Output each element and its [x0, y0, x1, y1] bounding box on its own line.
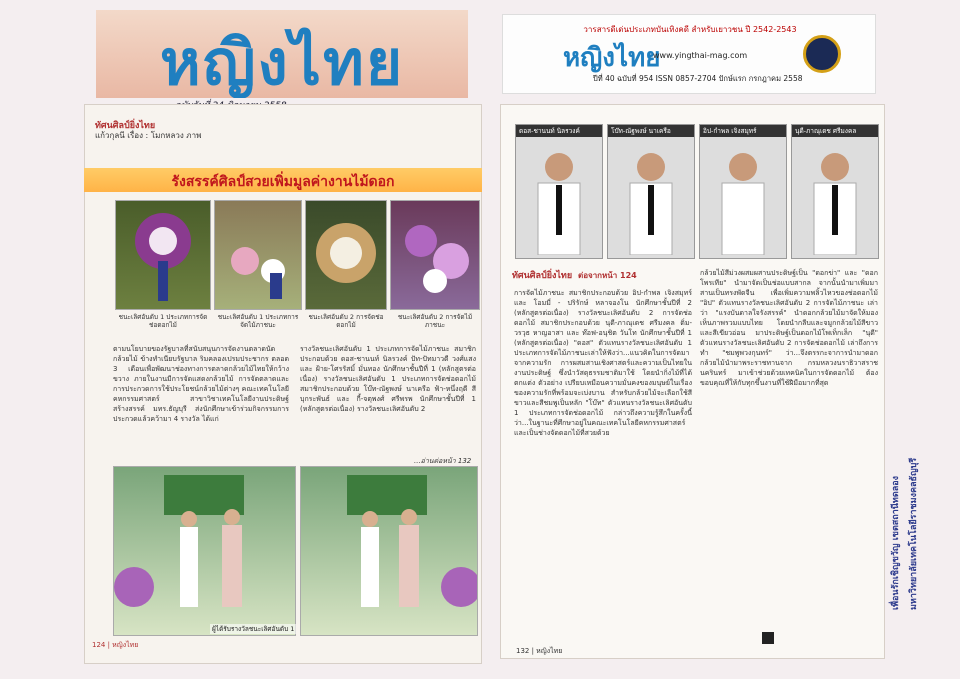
award-line: วารสารดีเด่นประเภทบันเทิงคดี สำหรับเยาวชน ปี 2542-2543 — [583, 25, 797, 34]
library-stamp — [885, 380, 955, 610]
caption-2: ชนะเลิศอันดับ 1 ประเภทการจัดไม้ภาชนะ — [217, 313, 299, 329]
caption-4: ชนะเลิศอันดับ 2 การจัดไม้ภาชนะ — [397, 313, 473, 329]
flower-arrangement-icon — [306, 201, 386, 309]
person-icon — [516, 137, 602, 255]
clipping-logo: หญิงไทย — [563, 43, 661, 73]
award-scene-icon — [301, 467, 477, 635]
left-column-1: ตามนโยบายของรัฐบาลที่สนับสนุนการจัดงานตลาดนัดกล้วยไม้ ข้างทำเนียบรัฐบาล ริมคลองเปรมประชากร ตลอด 3 เดือนเพื่อพัฒนาช่องทางการตลาดกล้วยไม้ไทยให้กว้างขวาง ภายในงานมีการจัดแสดงกล้วยไม้ การจัดตลาดและการประกวดการใช้ประโยชน์กล้วยไม้ต่างๆ คณะเทคโนโลยีคหกรรมศาสตร์ สาขาวิชาเทคโนโลยีงานประดิษฐ์สร้างสรรค์ มทร.ธัญบุรี ส่งนักศึกษาเข้าร่วมกิจกรรมการประกวดแล้วคว้ามา 4 รางวัล ได้แก่ — [113, 345, 289, 423]
masthead-logo: หญิงไทย — [159, 26, 405, 98]
person-icon — [608, 137, 694, 255]
flower-arrangement-icon — [215, 201, 301, 309]
award-photo-2 — [300, 466, 478, 636]
award-photo-1 — [113, 466, 296, 636]
award-caption: ผู้ได้รับรางวัลชนะเลิศอันดับ 1 — [212, 625, 295, 633]
clipping-header — [502, 14, 876, 94]
portrait-3 — [699, 124, 787, 259]
magazine-masthead — [96, 10, 468, 98]
flower-arrangement-icon — [391, 201, 479, 309]
continued-from: ต่อจากหน้า 124 — [578, 271, 637, 280]
section-tag-right: ทัศนศิลป์ยิ่งไทย — [512, 271, 573, 281]
portrait-name: นุดี-ภาณุเดช ศรีมงคล — [792, 125, 878, 137]
portrait-name: อิป-กำพล เจิงสมุทร์ — [700, 125, 786, 137]
stamp-line-1: เพื่อนรักเชิญขวัญ เขตสถานีทดลอง — [891, 475, 901, 610]
person-icon — [792, 137, 878, 255]
stamp-line-2: มหาวิทยาลัยเทคโนโลยีราชมงคลธัญบุรี — [909, 457, 919, 610]
continued-note: ...อ่านต่อหน้า 132 — [414, 457, 472, 465]
portrait-4 — [791, 124, 879, 259]
portrait-2 — [607, 124, 695, 259]
photo-bouquet-4 — [390, 200, 480, 310]
left-column-2: รางวัลชนะเลิศอันดับ 1 ประเภทการจัดไม้ภาชนะ สมาชิกประกอบด้วย ดอส-ชานนท์ นิลรวงค์ ปัท-ปัทมาวดี วงศ์แสง และ ฝ้าย-โศรรัสมิ์ มั่นทอง นักศึกษาชั้นปีที่ 1 (หลักสูตรต่อเนื่อง) รางวัลชนะเลิศอันดับ 1 ประเภทการจัดช่อดอกไม้ สมาชิกประกอบด้วย โบ๊ท-ณัฐพงษ์ นาเครือ ฟ้า-หนึ่งฤดี สีบุกระพันธ์ และ กี้-จตุพงศ์ ศรีพรพ นักศึกษาชั้นปีที่ 1 (หลักสูตรต่อเนื่อง) รางวัลชนะเลิศอันดับ 2 — [300, 345, 476, 413]
photo-bouquet-2 — [214, 200, 302, 310]
right-column-2: กล้วยไม้สีม่วงผสมผสานประดิษฐ์เป็น "ดอกข่า" และ "ดอกโพรเทีย" นำมาจัดเป็นช่อแบบสากล จากนั้นนำมาเพิ่มมาสานเป็นทรงพัดจีน เพื่อเพิ่มความพลิ้วไหวของช่อดอกไม้ "อิป" ตัวแทนรางวัลชนะเลิศอันดับ 2 การจัดไม้ภาชนะ เล่าว่า "แรงบันดาลใจรังสรรค์" นำดอกกล้วยไม้มาจัดให้มองเห็นภาพรวมแบบไทย โดยนำกลีบและจมูกกล้วยไม้สีขาวและสีเขียวอ่อน มาประดิษฐ์เป็นดอกไม้โพเท็กเล็ก "นุดี" ตัวแทนรางวัลชนะเลิศอันดับ 2 การจัดช่อดอกไม้ เล่าถึงการทำ "ชมพูพวงกุนทร์" ว่า...จึงตรรกะจาการนำมาดอกกล้วยไม้นำมาพระราชทานจาก กรมหลวงนราธิวาสราชนครินทร์ มาเข้าช่วยด้วยเทคนิคในการจัดดอกไม้ ต้องขอบคุณที่ให้กับทุกขึ้นงานที่ใช้ฝีมือมากที่สุด — [700, 269, 878, 387]
caption-1: ชนะเลิศอันดับ 1 ประเภทการจัดช่อดอกไม้ — [118, 313, 208, 329]
portrait-name: โบ๊ท-ณัฐพงษ์ นาเครือ — [608, 125, 694, 137]
end-mark-icon — [762, 632, 774, 644]
section-tag: ทัศนศิลป์ยิ่งไทย — [95, 121, 156, 131]
page-footer-right: 132 | หญิงไทย — [516, 647, 563, 655]
page-footer-left: 124 | หญิงไทย — [92, 641, 139, 649]
flower-arrangement-icon — [116, 201, 210, 309]
photo-bouquet-3 — [305, 200, 387, 310]
headline: รังสรรค์ศิลป์สวยเพิ่มมูลค่างานไม้ดอก — [171, 174, 395, 190]
byline: แก้วกุลนี เรื่อง : โมกหลวง ภาพ — [95, 131, 202, 140]
caption-3: ชนะเลิศอันดับ 2 การจัดช่อดอกไม้ — [308, 313, 384, 329]
portrait-1 — [515, 124, 603, 259]
university-seal-icon — [803, 35, 841, 73]
photo-bouquet-1 — [115, 200, 211, 310]
award-scene-icon — [114, 467, 295, 635]
clipping-url: www.yingthai-mag.com — [653, 51, 748, 60]
headline-band — [84, 168, 482, 192]
clipping-issue: ปีที่ 40 ฉบับที่ 954 ISSN 0857-2704 ปักษ์แรก กรกฎาคม 2558 — [593, 74, 803, 83]
right-column-1: การจัดไม้ภาชนะ สมาชิกประกอบด้วย อิป-กำพล เจิงสมุทร์ และ โอมมี่ - ปริรักษ์ หลาจองโน นักศึกษาชั้นปีที่ 2 (หลักสูตรต่อเนื่อง) รางวัลชนะเลิศอันดับ 2 การจัดช่อดอกไม้ สมาชิกประกอบด้วย นุดี-ภาณุเดช ศรีมงคล ติ่ม-วรวุธ หาญอาสา และ ท๊อฟ-อนุชิต วันโท นักศึกษาชั้นปีที่ 1 (หลักสูตรต่อเนื่อง) "ดอส" ตัวแทนรางวัลชนะเลิศอันดับ 1 ประเภทการจัดไม้ภาชนะเล่าให้ฟังว่า...แนวคิดในการจัดมาจากความรัก การผสมสานเชิงศาสตร์และความเป็นไทยในงานประดิษฐ์ ซึ่งนำวัสดุธรรมชาติมาใช้ โดยนำกิ่งไม้ที่ได้ตกแต่ง ตัวอย่าง เปรียบเหมือนความมั่นคงของมนุษย์ในเรื่องของความรักที่พร้อมจะเบ่งบาน สำหรับกล้วยไม้จะเลือกใช้สีขาวและสีชมพูเป็นหลัก "โบ๊ท" ตัวแทนรางวัลชนะเลิศอันดับ 1 ประเภทการจัดช่อดอกไม้ กล่าวถึงความรู้สึกในครั้งนี้ว่า...ในฐานะที่ศึกษาอยู่ในคณะเทคโนโลยีคหกรรมศาสตร์ และเป็นช่างจัดดอกไม้ที่สวยด้วย — [514, 289, 692, 437]
person-icon — [700, 137, 786, 255]
portrait-name: ดอส-ชานนท์ นิลรวงค์ — [516, 125, 602, 137]
